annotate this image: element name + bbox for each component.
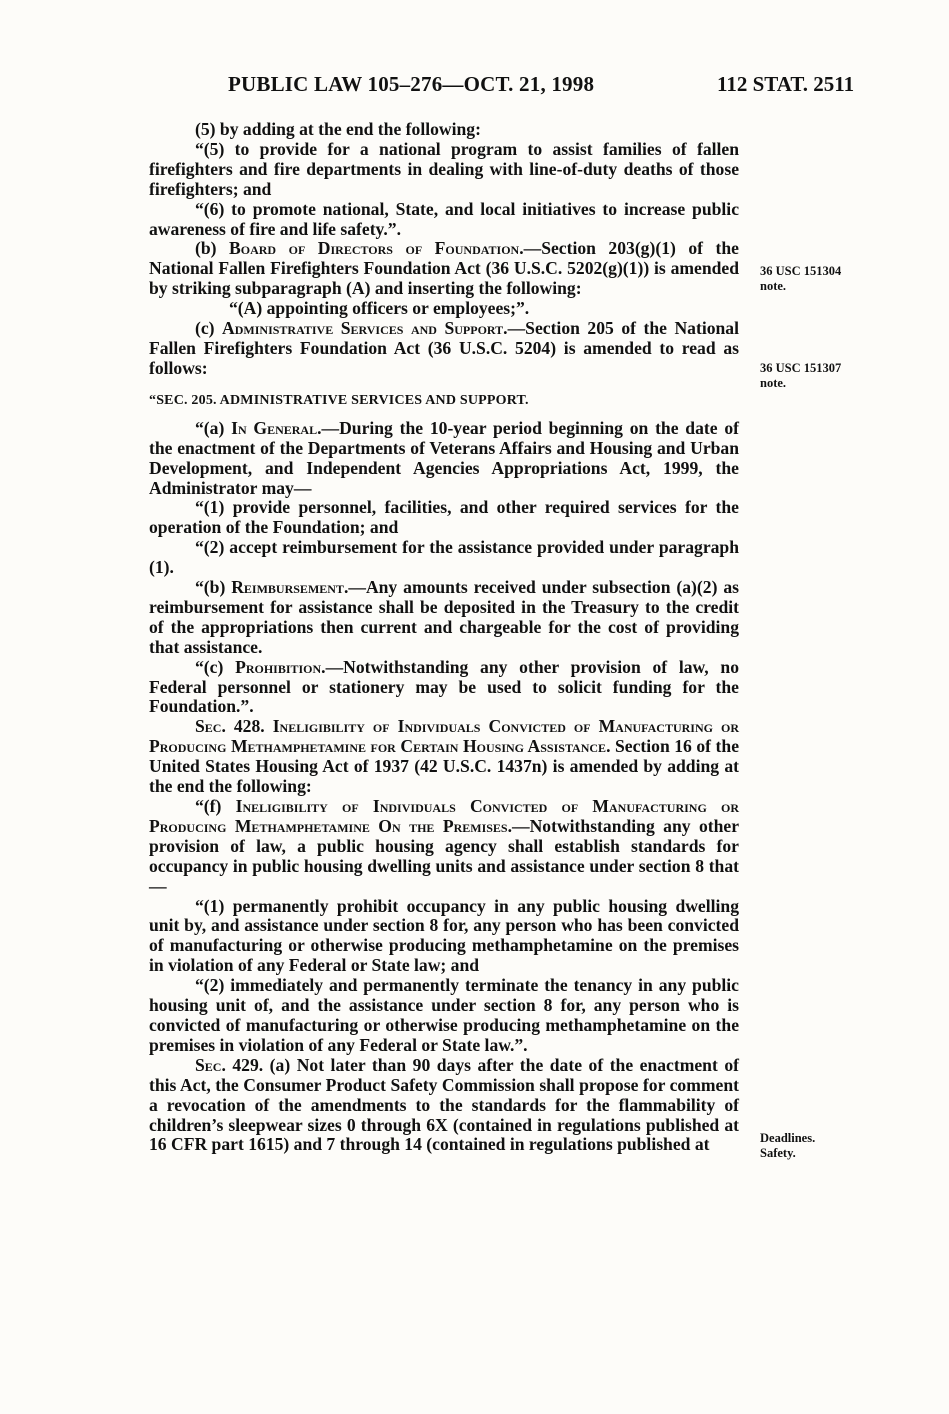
margin-note-line: note. (760, 278, 787, 293)
para-text: —Section 203(g)(1) of the National Fallen Firefighters Foundation Act (36 U.S.C. 5202(g)(1)) is amended by striking subparagraph (A) and inserting the following: (149, 238, 739, 299)
section-205-heading: “SEC. 205. ADMINISTRATIVE SERVICES AND SUPPORT. (149, 392, 529, 408)
paragraph-5-amendment: (5) by adding at the end the following: (195, 119, 481, 139)
margin-note-line: Deadlines. (760, 1131, 816, 1145)
paragraph-1-personnel: “(1) provide personnel, facilities, and other required services for the operation of the Foundation; and (149, 497, 739, 538)
section-heading: Ineligibility of Individuals Convicted of Manufacturing or Producing Methamphetamine for Certain Housing Assistance. (149, 716, 739, 757)
margin-note-line: 36 USC 151307 (760, 361, 842, 375)
paragraph-quoted-5: “(5) to provide for a national program to assist families of fallen firefighters and fire departments in dealing with line-of-duty deaths of those firefighters; and (149, 138, 739, 199)
paragraph-a-general (149, 419, 739, 499)
paragraph-1-prohibit: “(1) permanently prohibit occupancy in any public housing dwelling unit by, and assistance under section 8 for, any person who has been convicted of manufacturing or otherwise producing methamphetamine on the premises in violation of any Federal or State law; and (149, 895, 739, 976)
para-text: —Section 205 of the National Fallen Firefighters Foundation Act (36 U.S.C. 5204) is amended to read as follows: (149, 318, 739, 378)
margin-note-line: note. (760, 375, 787, 390)
para-lead: “(c) (195, 656, 236, 677)
section-number: Sec. 428. (195, 716, 273, 737)
paragraph-2-terminate: “(2) immediately and permanently terminate the tenancy in any public housing unit of, and the assistance under section 8 for, any person who is convicted of manufacturing or otherwise producing methamphetamine on the premises in violation of any Federal or State law.”. (149, 975, 739, 1055)
paragraph-b-reimbursement (149, 578, 739, 658)
header-title: PUBLIC LAW 105–276—OCT. 21, 1998 (228, 72, 595, 96)
margin-note-line: 36 USC 151304 (760, 264, 842, 278)
paragraph-c-prohibition (149, 658, 739, 718)
para-heading: In General. (231, 417, 322, 438)
para-text: —During the 10-year period beginning on the date of the enactment of the Departments of Veterans Affairs and Housing and Urban Development, and Independent Agencies Appropriations Act, 1999, the Administrator may— (149, 417, 739, 498)
para-lead: “(f) (195, 796, 236, 816)
paragraph-quoted-a: “(A) appointing officers or employees;”. (229, 298, 530, 319)
para-text: Section 16 of the United States Housing Act of 1937 (42 U.S.C. 1437n) is amended by adding at the end the following: (149, 736, 740, 797)
paragraph-2-reimbursement: “(2) accept reimbursement for the assistance provided under paragraph (1). (149, 537, 739, 578)
paragraph-f-ineligibility (149, 797, 739, 897)
para-lead: (b) (195, 238, 230, 259)
para-heading: Administrative Services and Support. (222, 318, 508, 339)
document-body (149, 120, 739, 1155)
para-heading: Ineligibility of Individuals Convicted of Manufacturing or Producing Methamphetamine On the Premises. (149, 796, 739, 836)
para-text: —Notwithstanding any other provision of law, a public housing agency shall establish standards for occupancy in public housing dwelling units and assistance under section 8 that— (149, 815, 740, 896)
paragraph-b-board (149, 239, 739, 299)
paragraph-c-admin (149, 319, 739, 379)
section-number: Sec. 429. (195, 1054, 264, 1075)
para-heading: Prohibition. (235, 656, 326, 677)
para-text: —Notwithstanding any other provision of law, no Federal personnel or stationery may be used to solicit funding for the Foundation.”. (149, 656, 740, 717)
para-text: —Any amounts received under subsection (a)(2) as reimbursement for assistance shall be deposited in the Treasury to the credit of the appropriations then current and chargeable for the cost of providing that assistance. (149, 577, 739, 657)
para-lead: “(a) (195, 417, 232, 438)
header-page-ref: 112 STAT. 2511 (717, 72, 855, 96)
margin-note-36usc151307 (760, 361, 841, 390)
section-428 (149, 717, 739, 797)
para-lead: (c) (195, 318, 223, 339)
margin-note-line: Safety. (760, 1145, 796, 1160)
page-header (0, 72, 949, 102)
paragraph-quoted-6: “(6) to promote national, State, and local initiatives to increase public awareness of fire and life safety.”. (149, 198, 739, 239)
para-heading: Board of Directors of Foundation. (229, 238, 524, 259)
margin-note-deadlines-safety (760, 1131, 815, 1160)
margin-note-36usc151304 (760, 264, 841, 293)
para-lead: “(b) (195, 577, 232, 598)
para-heading: Reimbursement. (231, 577, 349, 598)
para-text: (a) Not later than 90 days after the date of the enactment of this Act, the Consumer Product Safety Commission shall propose for comment a revocation of the amendments to the standards for the flammability of children’s sleepwear sizes 0 through 6X (contained in regulations published at 16 CFR part 1615) and 7 through 14 (contained in regulations published at (149, 1054, 739, 1155)
section-429 (149, 1056, 739, 1156)
